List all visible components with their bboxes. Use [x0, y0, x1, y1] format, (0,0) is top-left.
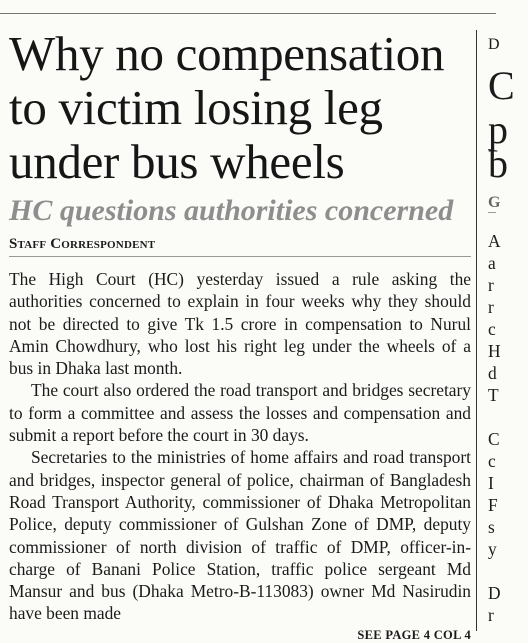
byline: Staff Correspondent	[9, 236, 156, 252]
adjacent-body-fragment: D	[488, 583, 501, 603]
article	[9, 27, 471, 643]
column-rule	[476, 30, 477, 631]
headline: Why no compensation to victim losing leg under bus wheels	[9, 26, 445, 189]
article-body	[9, 268, 471, 625]
adjacent-body-fragment: T	[488, 385, 499, 405]
adjacent-body-fragment: F	[488, 495, 498, 515]
subheadline: HC questions authorities concerned	[9, 194, 454, 227]
adjacent-body-fragment: c	[488, 451, 496, 471]
adjacent-body-fragment: y	[488, 539, 497, 559]
adjacent-body-fragment: r	[488, 297, 494, 317]
adjacent-rule	[488, 212, 496, 213]
adjacent-body-fragment: s	[488, 517, 495, 537]
byline-bar	[9, 233, 471, 257]
adjacent-body-fragment: I	[488, 473, 494, 493]
continuation-note: SEE PAGE 4 COL 4	[357, 627, 471, 642]
adjacent-body-fragment: r	[488, 605, 494, 625]
adjacent-body-fragment: d	[488, 363, 497, 383]
article-paragraph: The High Court (HC) yesterday issued a rule asking the authorities concerned to explain in four weeks why they should not be directed to give Tk 1.5 crore in compensation to Nurul Amin Chowdhury, who lost his right leg under the wheels of a bus in Dhaka last month.	[9, 269, 471, 379]
article-paragraph: Secretaries to the ministries of home affairs and road transport and bridges, inspector general of police, chairman of Bangladesh Road Transport Authority, commissioner of Dhaka Metropolitan Police, deputy commissioner of Gulshan Zone of DMP, deputy commissioner of north division of traffic of DMP, officer-in-charge of Banani Police Station, traffic police sergeant Md Mansur and bus (Dhaka Metro-B-113083) owner Md Nasirudin have been made	[9, 447, 471, 624]
adjacent-subhead-fragment: G	[488, 194, 501, 211]
adjacent-headline-fragment: p	[488, 107, 508, 152]
adjacent-kicker: D	[488, 36, 500, 53]
adjacent-body-fragment: c	[488, 319, 496, 339]
article-paragraph: The court also ordered the road transport and bridges secretary to form a committee and assess the losses and compensation and submit a report before the court in 30 days.	[9, 380, 471, 446]
adjacent-body-fragment: H	[488, 341, 501, 361]
adjacent-headline-fragment: b	[488, 141, 508, 186]
adjacent-body-fragment: A	[488, 231, 501, 251]
adjacent-body-fragment: r	[488, 275, 494, 295]
adjacent-body-fragment: C	[488, 429, 500, 449]
top-rule	[0, 0, 496, 14]
adjacent-body-fragment: a	[488, 253, 496, 273]
adjacent-headline-fragment: C	[488, 63, 515, 108]
